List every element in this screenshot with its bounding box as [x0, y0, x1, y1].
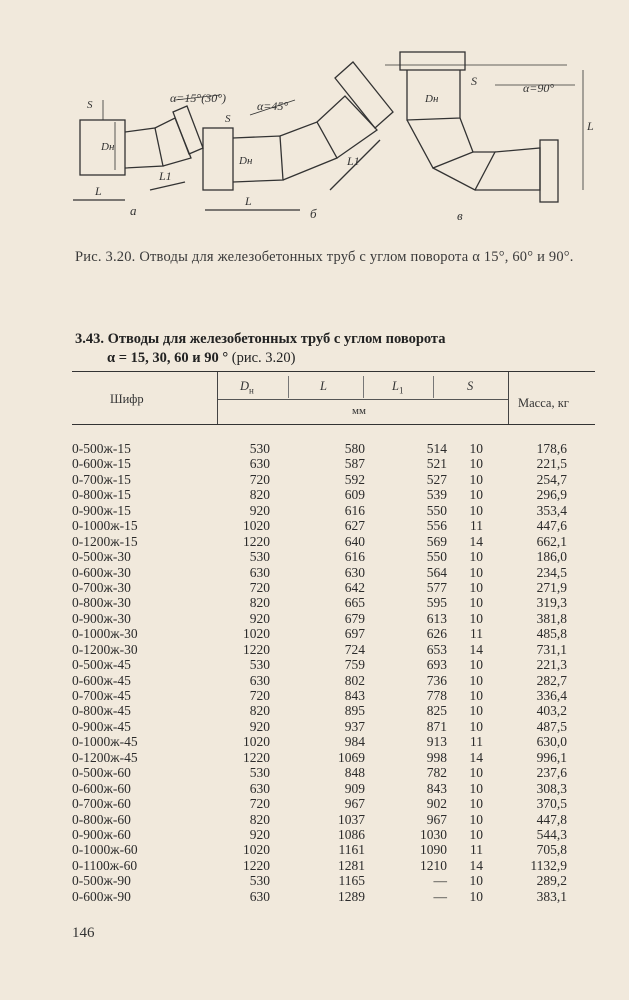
cell-s: 10	[469, 579, 483, 595]
cell-l: 665	[344, 595, 365, 611]
cell-dn: 630	[249, 780, 270, 796]
cell-code: 0-600ж-60	[72, 780, 131, 796]
cell-dn: 1220	[243, 641, 270, 657]
table-row	[72, 580, 595, 595]
cell-s: 11	[470, 734, 483, 750]
table-row	[72, 889, 595, 904]
cell-l: 627	[344, 518, 365, 534]
cell-l1: 782	[426, 765, 447, 781]
cell-mass: 308,3	[536, 780, 567, 796]
cell-mass: 630,0	[536, 734, 567, 750]
cell-l: 1161	[338, 842, 365, 858]
cell-mass: 383,1	[536, 888, 567, 904]
cell-l: 843	[344, 688, 365, 703]
cell-mass: 370,5	[536, 796, 567, 812]
header-dn-sub: н	[249, 385, 254, 396]
cell-l1: 1030	[420, 826, 447, 842]
cell-l: 984	[344, 734, 365, 750]
table-row	[72, 518, 595, 533]
cell-code: 0-700ж-45	[72, 688, 131, 703]
cell-s: 10	[469, 703, 483, 719]
table-row	[72, 657, 595, 672]
cell-l1: 577	[426, 579, 447, 595]
label-sub-c: в	[457, 208, 463, 223]
table-vline-3	[288, 376, 289, 398]
cell-dn: 820	[249, 595, 270, 611]
cell-mass: 289,2	[536, 873, 567, 889]
cell-code: 0-900ж-45	[72, 718, 131, 734]
cell-l: 937	[344, 718, 365, 734]
cell-dn: 1020	[243, 842, 270, 858]
cell-l1: 778	[426, 688, 447, 703]
bend-drawing-c	[385, 52, 594, 223]
label-s-a: S	[87, 99, 93, 111]
cell-code: 0-900ж-60	[72, 826, 131, 842]
cell-code: 0-700ж-60	[72, 796, 131, 812]
table-vline-1	[217, 372, 218, 424]
header-l-text: L	[320, 379, 327, 393]
table-title	[75, 330, 595, 368]
cell-dn: 720	[249, 688, 270, 703]
label-angle-a: α=15°(30°)	[170, 91, 226, 105]
cell-l: 679	[344, 610, 365, 626]
cell-dn: 530	[249, 657, 270, 673]
cell-dn: 920	[249, 610, 270, 626]
cell-dn: 920	[249, 718, 270, 734]
cell-code: 0-1000ж-15	[72, 518, 138, 534]
table-title-line1: 3.43. Отводы для железобетонных труб с углом поворота	[75, 331, 446, 347]
cell-code: 0-1000ж-45	[72, 734, 138, 750]
cell-mass: 271,9	[536, 579, 567, 595]
cell-s: 10	[469, 456, 483, 472]
cell-code: 0-600ж-45	[72, 672, 131, 688]
header-code: Шифр	[110, 392, 144, 406]
cell-code: 0-500ж-30	[72, 549, 131, 565]
cell-code: 0-1200ж-45	[72, 749, 138, 765]
table-row	[72, 441, 595, 456]
cell-s: 10	[469, 688, 483, 703]
cell-s: 10	[469, 610, 483, 626]
cell-l: 1281	[338, 857, 365, 873]
cell-dn: 530	[249, 441, 270, 456]
cell-code: 0-500ж-15	[72, 441, 131, 456]
cell-l: 640	[344, 533, 365, 549]
cell-dn: 1020	[243, 518, 270, 534]
table-rule-top	[72, 371, 595, 372]
table-row	[72, 812, 595, 827]
cell-dn: 820	[249, 703, 270, 719]
table-row	[72, 765, 595, 780]
table-row	[72, 750, 595, 765]
cell-mass: 662,1	[536, 533, 567, 549]
header-l	[320, 379, 327, 394]
label-s-c: S	[471, 74, 477, 88]
label-l-c: L	[587, 119, 594, 133]
cell-mass: 996,1	[536, 749, 567, 765]
cell-s: 10	[469, 826, 483, 842]
table-row	[72, 503, 595, 518]
label-l-a: L	[95, 184, 102, 198]
cell-code: 0-700ж-15	[72, 471, 131, 487]
table-rule-bottom	[72, 424, 595, 425]
cell-s: 10	[469, 549, 483, 565]
cell-l1: 550	[426, 502, 447, 518]
cell-l: 616	[344, 502, 365, 518]
header-dn	[240, 379, 254, 396]
cell-dn: 630	[249, 564, 270, 580]
cell-l1: 736	[426, 672, 447, 688]
cell-code: 0-600ж-30	[72, 564, 131, 580]
cell-s: 14	[469, 857, 483, 873]
cell-mass: 487,5	[536, 718, 567, 734]
table-title-ref: (рис. 3.20)	[231, 350, 296, 366]
cell-l: 630	[344, 564, 365, 580]
header-l1-text: L	[392, 379, 399, 393]
table-row	[72, 487, 595, 502]
cell-l: 1165	[338, 873, 365, 889]
cell-code: 0-1000ж-60	[72, 842, 138, 858]
cell-l1: 613	[426, 610, 447, 626]
cell-l: 609	[344, 487, 365, 503]
label-angle-b: α=45°	[257, 99, 289, 113]
cell-l: 724	[344, 641, 365, 657]
cell-dn: 720	[249, 796, 270, 812]
cell-dn: 630	[249, 672, 270, 688]
pipe-bends-drawing	[55, 40, 595, 235]
cell-mass: 731,1	[536, 641, 567, 657]
cell-code: 0-900ж-30	[72, 610, 131, 626]
table-row	[72, 873, 595, 888]
cell-l: 642	[344, 579, 365, 595]
cell-mass: 1132,9	[530, 857, 567, 873]
cell-s: 10	[469, 765, 483, 781]
header-unit: мм	[352, 405, 366, 417]
cell-code: 0-700ж-30	[72, 579, 131, 595]
cell-s: 14	[469, 749, 483, 765]
cell-code: 0-1000ж-30	[72, 626, 138, 642]
cell-code: 0-600ж-90	[72, 888, 131, 904]
label-angle-c: α=90°	[523, 81, 555, 95]
cell-mass: 381,8	[536, 610, 567, 626]
cell-dn: 820	[249, 811, 270, 827]
cell-l1: 1210	[420, 857, 447, 873]
cell-dn: 1220	[243, 857, 270, 873]
cell-code: 0-800ж-15	[72, 487, 131, 503]
table-row	[72, 858, 595, 873]
cell-code: 0-600ж-15	[72, 456, 131, 472]
cell-l1: 998	[426, 749, 447, 765]
cell-l1: —	[433, 888, 447, 904]
cell-l: 697	[344, 626, 365, 642]
cell-l1: 527	[426, 471, 447, 487]
cell-s: 11	[470, 518, 483, 534]
cell-s: 10	[469, 471, 483, 487]
table-row	[72, 534, 595, 549]
cell-l: 616	[344, 549, 365, 565]
header-s	[467, 379, 473, 394]
cell-s: 10	[469, 796, 483, 812]
table-row	[72, 642, 595, 657]
label-sub-a: а	[130, 203, 137, 218]
table-row	[72, 688, 595, 703]
cell-mass: 221,3	[536, 657, 567, 673]
cell-mass: 353,4	[536, 502, 567, 518]
cell-mass: 186,0	[536, 549, 567, 565]
label-l1-a: L1	[159, 169, 172, 183]
cell-l1: 913	[426, 734, 447, 750]
cell-l: 592	[344, 471, 365, 487]
cell-mass: 296,9	[536, 487, 567, 503]
cell-dn: 530	[249, 765, 270, 781]
cell-dn: 630	[249, 888, 270, 904]
bend-drawing-b	[203, 62, 393, 221]
cell-code: 0-900ж-15	[72, 502, 131, 518]
cell-l1: 539	[426, 487, 447, 503]
table-row	[72, 626, 595, 641]
table-row	[72, 734, 595, 749]
cell-l1: 514	[426, 441, 447, 456]
cell-l: 587	[344, 456, 365, 472]
cell-s: 11	[470, 842, 483, 858]
table-vline-2	[508, 372, 509, 424]
cell-l1: 843	[426, 780, 447, 796]
table-row	[72, 719, 595, 734]
table-rule-unit	[218, 399, 508, 400]
label-l1-b: L1	[347, 154, 360, 168]
cell-l1: 825	[426, 703, 447, 719]
cell-l1: 626	[426, 626, 447, 642]
cell-s: 10	[469, 672, 483, 688]
cell-dn: 1020	[243, 734, 270, 750]
cell-s: 14	[469, 533, 483, 549]
cell-mass: 403,2	[536, 703, 567, 719]
cell-dn: 1220	[243, 749, 270, 765]
table-row	[72, 565, 595, 580]
cell-l1: 595	[426, 595, 447, 611]
cell-code: 0-500ж-45	[72, 657, 131, 673]
cell-l: 895	[344, 703, 365, 719]
cell-l1: 564	[426, 564, 447, 580]
cell-mass: 336,4	[536, 688, 567, 703]
cell-l1: 902	[426, 796, 447, 812]
cell-code: 0-500ж-90	[72, 873, 131, 889]
table-row	[72, 827, 595, 842]
cell-l: 1086	[338, 826, 365, 842]
cell-l: 580	[344, 441, 365, 456]
table-row	[72, 611, 595, 626]
cell-code: 0-800ж-60	[72, 811, 131, 827]
table-row	[72, 703, 595, 718]
cell-s: 14	[469, 641, 483, 657]
label-s-b: S	[225, 113, 231, 125]
table-vline-4	[363, 376, 364, 398]
header-mass: Масса, кг	[518, 396, 569, 410]
table-row	[72, 781, 595, 796]
header-dn-text: D	[240, 379, 250, 393]
table-vline-5	[433, 376, 434, 398]
cell-s: 10	[469, 657, 483, 673]
cell-l1: 521	[426, 456, 447, 472]
cell-l: 848	[344, 765, 365, 781]
cell-s: 10	[469, 811, 483, 827]
cell-code: 0-800ж-30	[72, 595, 131, 611]
cell-dn: 920	[249, 502, 270, 518]
table-row	[72, 796, 595, 811]
cell-l1: 967	[426, 811, 447, 827]
cell-code: 0-800ж-45	[72, 703, 131, 719]
label-dn-c: Dн	[425, 93, 439, 105]
cell-dn: 1020	[243, 626, 270, 642]
cell-code: 0-1200ж-15	[72, 533, 138, 549]
cell-mass: 237,6	[536, 765, 567, 781]
cell-l1: 871	[426, 718, 447, 734]
figure-caption: Рис. 3.20. Отводы для железобетонных труб с углом поворота α 15°, 60° и 90°.	[75, 249, 574, 265]
cell-l1: —	[433, 873, 447, 889]
label-dn-a: Dн	[101, 141, 115, 153]
cell-l: 1289	[338, 888, 365, 904]
cell-l: 909	[344, 780, 365, 796]
cell-s: 10	[469, 502, 483, 518]
label-l-b: L	[245, 194, 252, 208]
table-row	[72, 456, 595, 471]
cell-mass: 282,7	[536, 672, 567, 688]
cell-dn: 530	[249, 549, 270, 565]
cell-code: 0-1200ж-30	[72, 641, 138, 657]
label-sub-b: б	[310, 206, 317, 221]
cell-dn: 720	[249, 579, 270, 595]
label-dn-b: Dн	[239, 155, 253, 167]
table-row	[72, 595, 595, 610]
table-row	[72, 673, 595, 688]
cell-dn: 920	[249, 826, 270, 842]
table-row	[72, 472, 595, 487]
cell-mass: 221,5	[536, 456, 567, 472]
cell-s: 10	[469, 780, 483, 796]
cell-s: 10	[469, 718, 483, 734]
cell-mass: 544,3	[536, 826, 567, 842]
table-title-line2	[75, 349, 595, 368]
cell-mass: 319,3	[536, 595, 567, 611]
figure-pipe-bends	[55, 40, 595, 235]
cell-mass: 705,8	[536, 842, 567, 858]
table-title-angles: α = 15, 30, 60 и 90 °	[107, 350, 229, 366]
cell-l1: 550	[426, 549, 447, 565]
cell-l: 967	[344, 796, 365, 812]
cell-s: 10	[469, 888, 483, 904]
table-row	[72, 549, 595, 564]
cell-l1: 569	[426, 533, 447, 549]
cell-dn: 820	[249, 487, 270, 503]
cell-mass: 485,8	[536, 626, 567, 642]
cell-s: 10	[469, 487, 483, 503]
cell-mass: 234,5	[536, 564, 567, 580]
cell-dn: 630	[249, 456, 270, 472]
header-l1	[392, 379, 403, 396]
cell-l1: 556	[426, 518, 447, 534]
cell-s: 10	[469, 441, 483, 456]
cell-mass: 447,8	[536, 811, 567, 827]
cell-l: 1069	[338, 749, 365, 765]
cell-s: 10	[469, 564, 483, 580]
cell-l1: 653	[426, 641, 447, 657]
cell-l1: 693	[426, 657, 447, 673]
cell-l: 802	[344, 672, 365, 688]
page-number: 146	[72, 925, 95, 941]
cell-dn: 530	[249, 873, 270, 889]
cell-l: 759	[344, 657, 365, 673]
cell-l: 1037	[338, 811, 365, 827]
cell-code: 0-1100ж-60	[72, 857, 138, 873]
cell-mass: 254,7	[536, 471, 567, 487]
cell-l1: 1090	[420, 842, 447, 858]
cell-mass: 178,6	[536, 441, 567, 456]
cell-dn: 720	[249, 471, 270, 487]
cell-code: 0-500ж-60	[72, 765, 131, 781]
cell-s: 11	[470, 626, 483, 642]
table-row	[72, 842, 595, 857]
table-body	[72, 441, 595, 904]
cell-mass: 447,6	[536, 518, 567, 534]
header-l1-sub: 1	[398, 385, 404, 396]
header-s-text: S	[467, 379, 474, 393]
cell-s: 10	[469, 595, 483, 611]
cell-dn: 1220	[243, 533, 270, 549]
cell-s: 10	[469, 873, 483, 889]
